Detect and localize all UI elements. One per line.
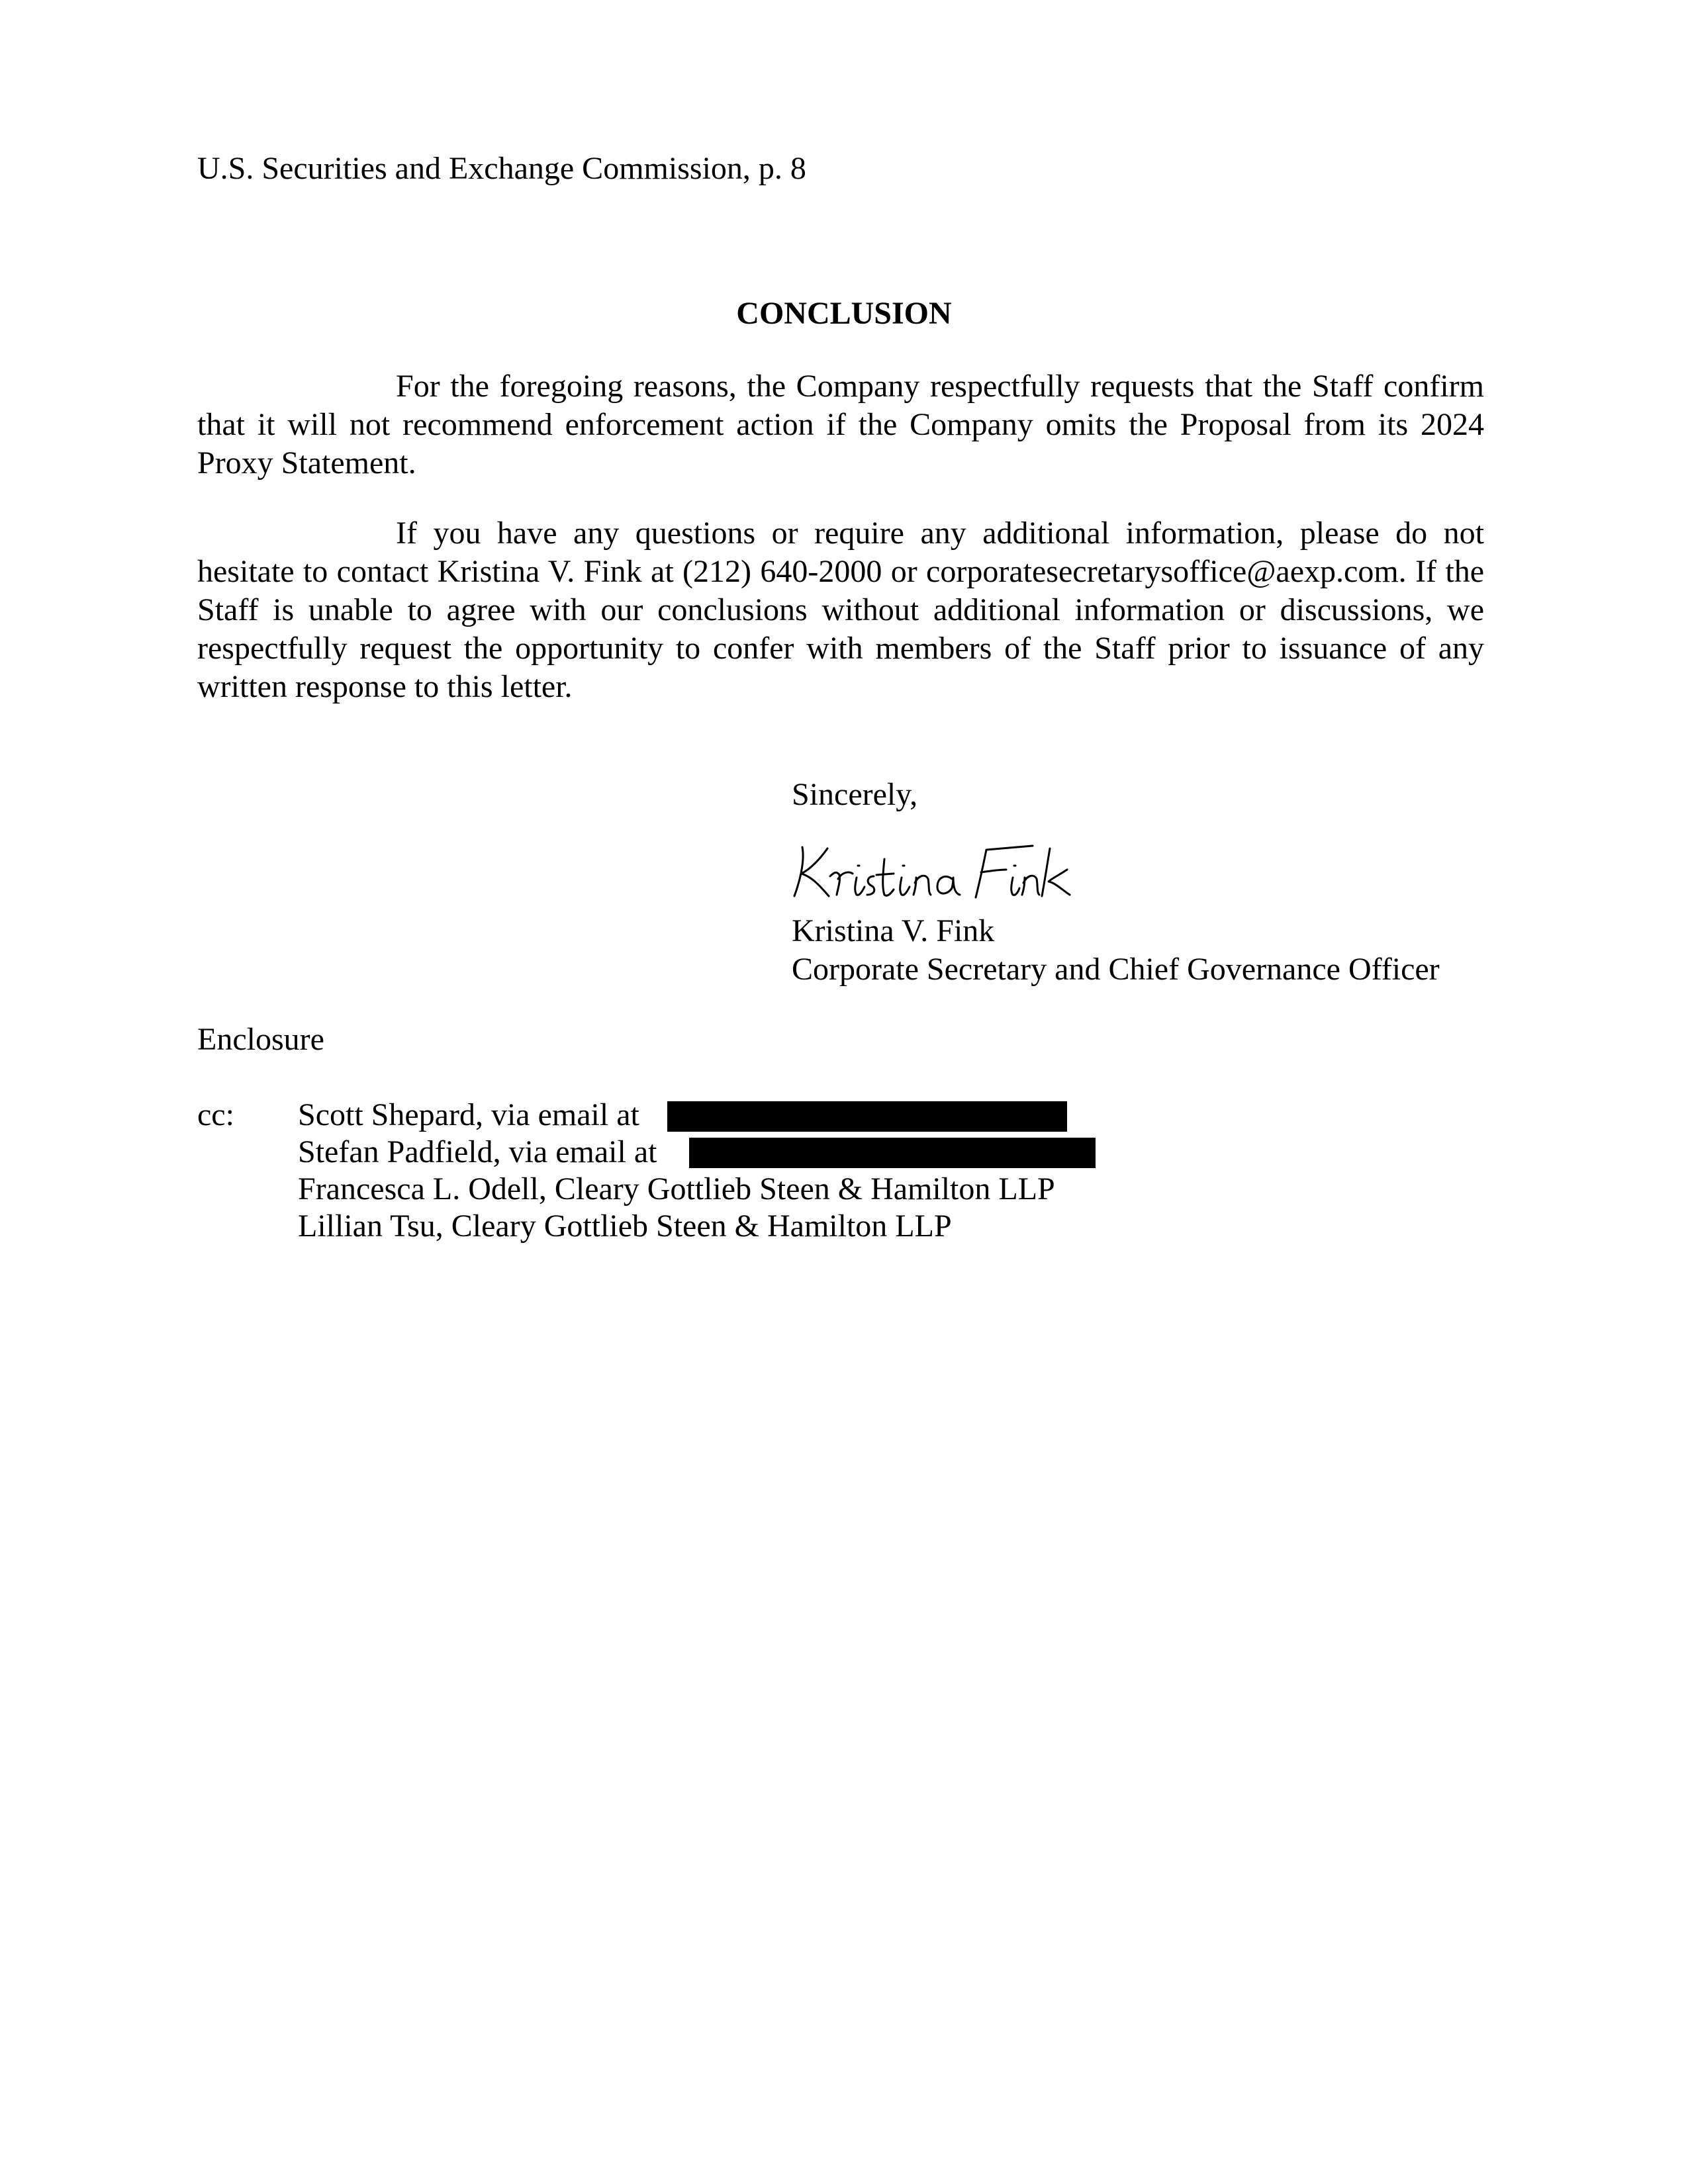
running-head: U.S. Securities and Exchange Commission, p. 8 — [197, 151, 806, 186]
conclusion-paragraph-1 — [197, 367, 1484, 482]
enclosure-label: Enclosure — [197, 1022, 324, 1057]
handwritten-signature — [788, 835, 1079, 908]
signer-name: Kristina V. Fink — [792, 913, 995, 948]
cc-label: cc: — [197, 1097, 234, 1132]
redaction-bar — [667, 1101, 1067, 1132]
redaction-bar — [689, 1138, 1096, 1168]
cc-recipient: Stefan Padfield, via email at — [298, 1134, 657, 1169]
section-heading-conclusion: CONCLUSION — [736, 296, 952, 331]
cc-recipient: Lillian Tsu, Cleary Gottlieb Steen & Hamilton LLP — [298, 1208, 952, 1244]
cc-recipient: Scott Shepard, via email at — [298, 1097, 639, 1132]
conclusion-paragraph-2-text: If you have any questions or require any additional information, please do not hesitate to contact Kristina V. Fink at (212) 640-2000 or corporatesecretarysoffice@aexp.com. If the Staff is unable to agree with our conclusions without additional information or discussions, we respectfully request the opportunity to confer with members of the Staff prior to issuance of any written response to this letter. — [197, 516, 1484, 704]
closing-salutation: Sincerely, — [792, 777, 918, 812]
conclusion-paragraph-1-text: For the foregoing reasons, the Company respectfully requests that the Staff confirm that it will not recommend enforcement action if the Company omits the Proposal from its 2024 Proxy Statement. — [197, 369, 1484, 480]
conclusion-paragraph-2 — [197, 514, 1484, 706]
cc-recipient: Francesca L. Odell, Cleary Gottlieb Steen & Hamilton LLP — [298, 1171, 1055, 1206]
signer-title: Corporate Secretary and Chief Governance Officer — [792, 952, 1440, 987]
